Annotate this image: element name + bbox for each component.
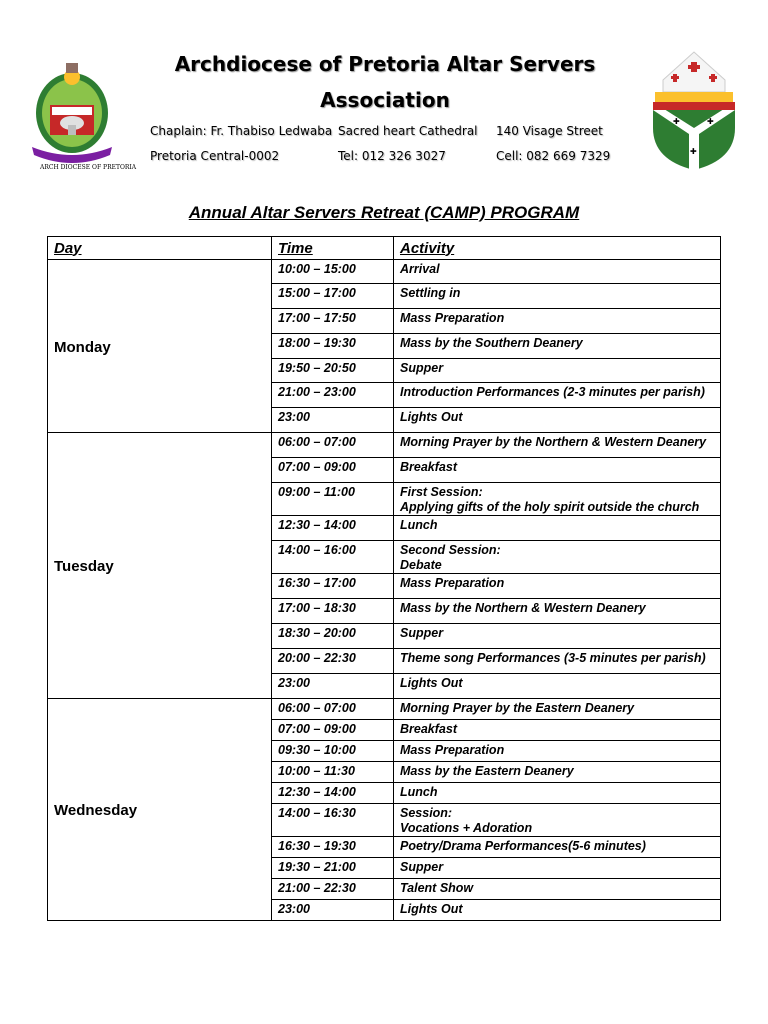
time-cell: 15:00 – 17:00 <box>272 284 394 309</box>
time-cell: 19:50 – 20:50 <box>272 359 394 383</box>
activity-cell <box>394 879 721 900</box>
svg-text:✚: ✚ <box>673 117 680 126</box>
time-cell: 12:30 – 14:00 <box>272 783 394 804</box>
schedule-table <box>47 236 721 921</box>
time-cell: 07:00 – 09:00 <box>272 720 394 741</box>
left-logo-caption: ARCH DIOCESE OF PRETORIA <box>40 164 137 171</box>
activity-text: Mass by the Northern & Western Deanery <box>400 601 646 615</box>
activity-cell <box>394 433 721 458</box>
activity-text: Settling in <box>400 286 461 300</box>
activity-cell <box>394 383 721 408</box>
activity-cell <box>394 483 721 516</box>
activity-text: Morning Prayer by the Eastern Deanery <box>400 701 635 715</box>
svg-text:✚: ✚ <box>707 117 714 126</box>
time-cell: 19:30 – 21:00 <box>272 858 394 879</box>
svg-text:✚: ✚ <box>690 147 697 156</box>
activity-cell <box>394 624 721 649</box>
time-cell: 12:30 – 14:00 <box>272 516 394 541</box>
activity-cell <box>394 804 721 837</box>
activity-cell <box>394 541 721 574</box>
activity-text: Poetry/Drama Performances(5-6 minutes) <box>400 839 646 853</box>
table-row <box>48 260 721 284</box>
program-title: Annual Altar Servers Retreat (CAMP) PROGRAM <box>188 203 580 222</box>
time-cell: 14:00 – 16:00 <box>272 541 394 574</box>
activity-detail-text: Vocations + Adoration <box>400 821 533 835</box>
time-cell: 17:00 – 17:50 <box>272 309 394 334</box>
activity-cell <box>394 858 721 879</box>
table-header-row <box>48 237 721 260</box>
activity-text: Session: <box>400 806 453 820</box>
activity-text: Mass Preparation <box>400 311 505 325</box>
time-cell: 09:00 – 11:00 <box>272 483 394 516</box>
activity-cell <box>394 408 721 433</box>
activity-cell <box>394 741 721 762</box>
time-cell: 21:00 – 23:00 <box>272 383 394 408</box>
activity-text: Lights Out <box>400 410 463 424</box>
time-cell: 16:30 – 17:00 <box>272 574 394 599</box>
street-text: 140 Visage Street <box>496 124 603 138</box>
activity-text: Mass by the Southern Deanery <box>400 336 583 350</box>
org-title-line1: Archdiocese of Pretoria Altar Servers <box>174 52 596 76</box>
activity-text: Supper <box>400 860 444 874</box>
activity-cell <box>394 309 721 334</box>
time-cell: 07:00 – 09:00 <box>272 458 394 483</box>
coat-of-arms-logo <box>645 50 743 172</box>
table-row <box>48 699 721 720</box>
activity-text: Breakfast <box>400 722 457 736</box>
activity-text: Morning Prayer by the Northern & Western Deanery <box>400 435 707 449</box>
activity-cell <box>394 837 721 858</box>
activity-cell <box>394 783 721 804</box>
time-cell: 06:00 – 07:00 <box>272 433 394 458</box>
activity-text: Supper <box>400 361 444 375</box>
activity-detail-text: Applying gifts of the holy spirit outside the church <box>400 500 700 514</box>
activity-cell <box>394 458 721 483</box>
activity-text: Introduction Performances (2-3 minutes per parish) <box>400 385 705 399</box>
city-text: Pretoria Central-0002 <box>150 149 280 163</box>
table-row <box>48 433 721 458</box>
activity-text: Talent Show <box>400 881 474 895</box>
time-cell: 23:00 <box>272 900 394 921</box>
activity-text: Theme song Performances (3-5 minutes per parish) <box>400 651 706 665</box>
activity-cell <box>394 900 721 921</box>
activity-text: Second Session: <box>400 543 501 557</box>
chaplain-text: Chaplain: Fr. Thabiso Ledwaba <box>150 124 333 138</box>
activity-text: Lights Out <box>400 676 463 690</box>
activity-cell <box>394 720 721 741</box>
activity-detail-text: Debate <box>400 558 442 572</box>
activity-cell <box>394 649 721 674</box>
cathedral-text: Sacred heart Cathedral <box>338 124 478 138</box>
activity-text: Lunch <box>400 518 438 532</box>
time-cell: 17:00 – 18:30 <box>272 599 394 624</box>
activity-cell <box>394 284 721 309</box>
cell-text: Cell: 082 669 7329 <box>496 149 611 163</box>
time-cell: 16:30 – 19:30 <box>272 837 394 858</box>
activity-text: Supper <box>400 626 444 640</box>
header-day: Day <box>48 237 272 260</box>
time-cell: 06:00 – 07:00 <box>272 699 394 720</box>
activity-cell <box>394 599 721 624</box>
activity-text: First Session: <box>400 485 483 499</box>
telephone-text: Tel: 012 326 3027 <box>338 149 446 163</box>
header-activity: Activity <box>394 237 721 260</box>
header-time: Time <box>272 237 394 260</box>
time-cell: 18:00 – 19:30 <box>272 334 394 359</box>
org-title-line2: Association <box>320 88 450 112</box>
activity-text: Lunch <box>400 785 438 799</box>
activity-text: Mass Preparation <box>400 576 505 590</box>
activity-text: Arrival <box>400 262 440 276</box>
activity-text: Mass Preparation <box>400 743 505 757</box>
time-cell: 10:00 – 15:00 <box>272 260 394 284</box>
activity-cell <box>394 516 721 541</box>
activity-cell <box>394 762 721 783</box>
time-cell: 14:00 – 16:30 <box>272 804 394 837</box>
activity-cell <box>394 359 721 383</box>
day-cell: Monday <box>48 260 272 433</box>
activity-cell <box>394 574 721 599</box>
time-cell: 21:00 – 22:30 <box>272 879 394 900</box>
activity-text: Mass by the Eastern Deanery <box>400 764 574 778</box>
day-cell: Tuesday <box>48 433 272 699</box>
time-cell: 23:00 <box>272 674 394 699</box>
activity-cell <box>394 260 721 284</box>
time-cell: 09:30 – 10:00 <box>272 741 394 762</box>
day-cell: Wednesday <box>48 699 272 921</box>
time-cell: 20:00 – 22:30 <box>272 649 394 674</box>
time-cell: 18:30 – 20:00 <box>272 624 394 649</box>
time-cell: 23:00 <box>272 408 394 433</box>
activity-text: Lights Out <box>400 902 463 916</box>
activity-cell <box>394 674 721 699</box>
archdiocese-logo <box>22 55 122 175</box>
activity-cell <box>394 699 721 720</box>
activity-cell <box>394 334 721 359</box>
activity-text: Breakfast <box>400 460 457 474</box>
time-cell: 10:00 – 11:30 <box>272 762 394 783</box>
